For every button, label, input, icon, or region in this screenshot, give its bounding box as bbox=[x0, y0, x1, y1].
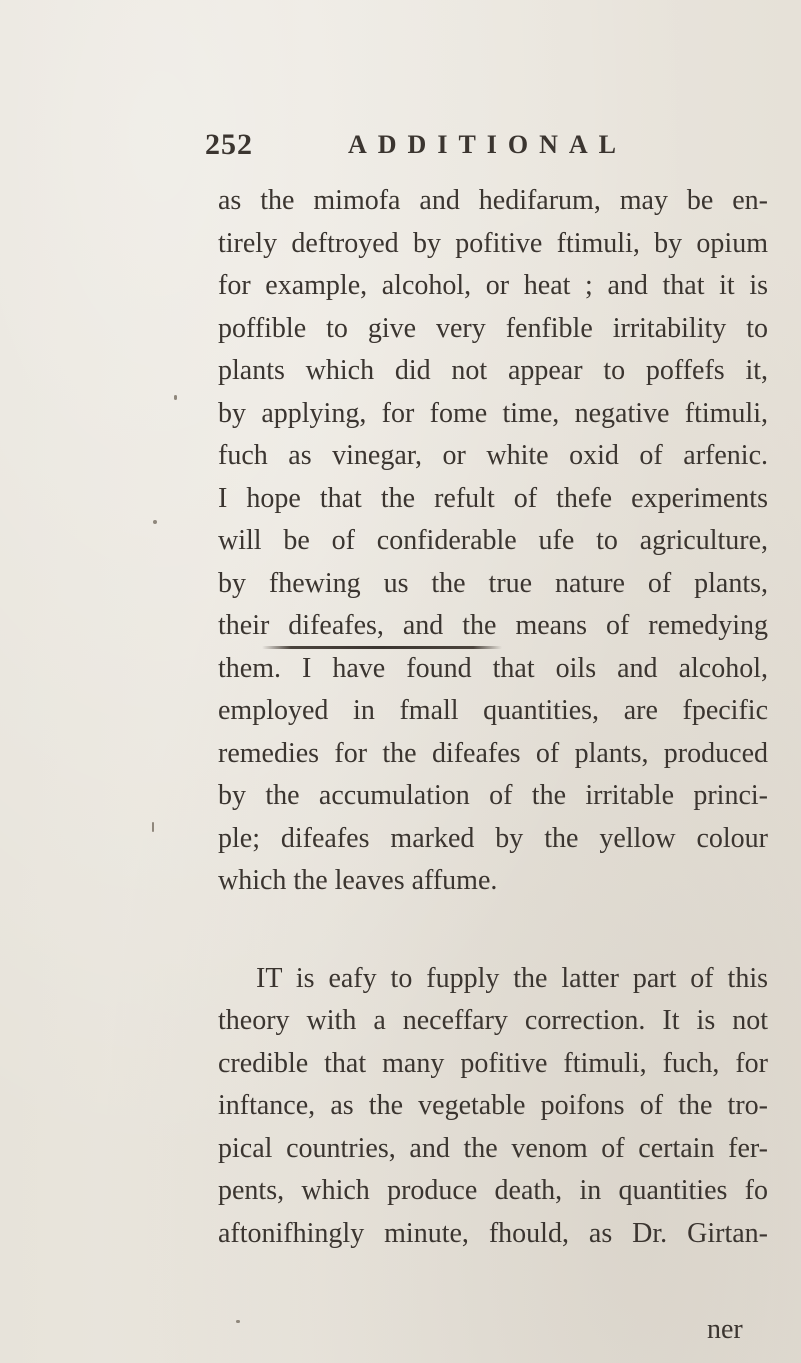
page-number: 252 bbox=[205, 128, 253, 161]
text-line: aftonifhingly minute, fhould, as Dr. Girtan- bbox=[218, 1217, 768, 1249]
text-line: tirely deftroyed by pofitive ftimuli, by opium bbox=[218, 227, 768, 259]
text-line: them. I have found that oils and alcohol, bbox=[218, 652, 768, 684]
text-line: their difeafes, and the means of remedying bbox=[218, 610, 768, 641]
text-line: as the mimofa and hedifarum, may be en- bbox=[218, 185, 768, 216]
running-title: ADDITIONAL bbox=[348, 130, 628, 159]
text-line: fuch as vinegar, or white oxid of arfenic. bbox=[218, 440, 768, 471]
paper-speck bbox=[174, 395, 177, 400]
section-divider-rule bbox=[262, 646, 502, 649]
text-line: credible that many pofitive ftimuli, fuch, for bbox=[218, 1047, 768, 1079]
paragraph-1 bbox=[218, 180, 768, 903]
paper-speck bbox=[236, 1320, 240, 1323]
text-line: theory with a neceffary correction. It is not bbox=[218, 1005, 768, 1036]
text-line: pical countries, and the venom of certain fer- bbox=[218, 1132, 768, 1164]
text-line: by fhewing us the true nature of plants, bbox=[218, 567, 768, 599]
text-line: remedies for the difeafes of plants, produced bbox=[218, 737, 768, 769]
paper-speck bbox=[152, 822, 154, 832]
text-line: pents, which produce death, in quantities fo bbox=[218, 1175, 768, 1206]
text-line: plants which did not appear to poffefs it, bbox=[218, 355, 768, 386]
text-line: inftance, as the vegetable poifons of the tro- bbox=[218, 1090, 768, 1121]
text-line: I hope that the refult of thefe experiments bbox=[218, 482, 768, 514]
text-line: employed in fmall quantities, are fpecific bbox=[218, 695, 768, 726]
text-line-first: IT is eafy to fupply the latter part of this bbox=[256, 962, 768, 994]
catchword: ner bbox=[707, 1314, 743, 1345]
paper-speck bbox=[153, 520, 157, 524]
text-line: by the accumulation of the irritable princi- bbox=[218, 780, 768, 811]
text-line: for example, alcohol, or heat ; and that it is bbox=[218, 270, 768, 301]
text-line: poffible to give very fenfible irritability to bbox=[218, 312, 768, 344]
text-line-last: which the leaves affume. bbox=[218, 865, 498, 896]
body-text bbox=[218, 180, 768, 1255]
text-line: will be of confiderable ufe to agriculture, bbox=[218, 525, 768, 556]
text-line: ple; difeafes marked by the yellow colour bbox=[218, 822, 768, 854]
text-line: by applying, for fome time, negative ftimuli, bbox=[218, 397, 768, 429]
page-header bbox=[205, 128, 765, 168]
paragraph-2 bbox=[218, 958, 768, 1256]
